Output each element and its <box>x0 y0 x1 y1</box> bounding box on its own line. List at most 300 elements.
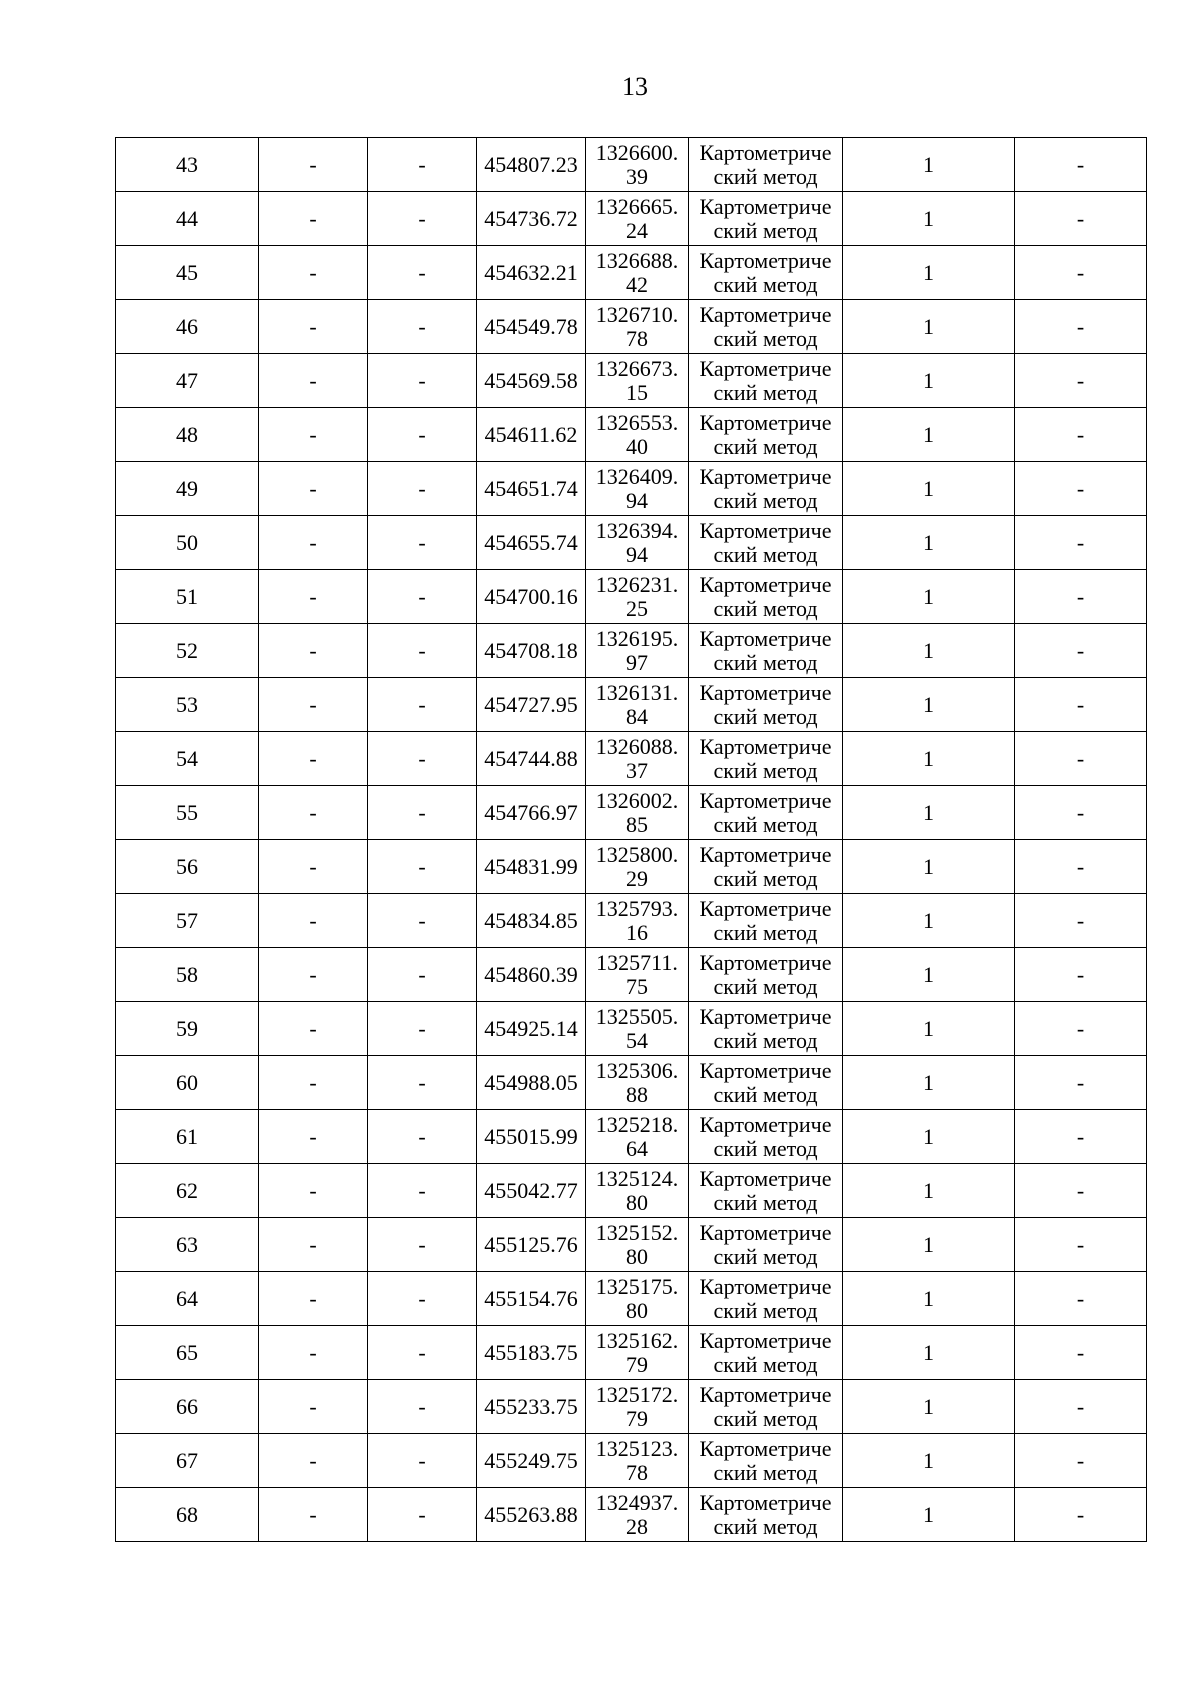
method-part-1: Картометриче <box>699 625 832 651</box>
y-coordinate-part-1: 1326688. <box>595 247 679 273</box>
table-row <box>116 1488 1147 1542</box>
method-part-2: ский метод <box>713 325 818 351</box>
y-coordinate-part-2: 39 <box>626 163 648 189</box>
dash-cell: - <box>368 1434 477 1488</box>
point-number-cell: 51 <box>116 570 259 624</box>
method-part-1: Картометриче <box>699 1489 832 1515</box>
y-coordinate-part-1: 1325124. <box>595 1165 679 1191</box>
point-number-cell: 68 <box>116 1488 259 1542</box>
y-coordinate-part-2: 64 <box>626 1135 648 1161</box>
note-cell: - <box>1015 732 1147 786</box>
y-coordinate-part-1: 1326131. <box>595 679 679 705</box>
point-number-cell: 60 <box>116 1056 259 1110</box>
x-coordinate-cell: 454611.62 <box>477 408 586 462</box>
accuracy-cell: 1 <box>843 786 1015 840</box>
method-cell <box>689 624 843 678</box>
y-coordinate-part-2: 80 <box>626 1243 648 1269</box>
note-cell: - <box>1015 1272 1147 1326</box>
method-cell <box>689 1110 843 1164</box>
y-coordinate-cell <box>586 840 689 894</box>
method-part-1: Картометриче <box>699 679 832 705</box>
method-cell <box>689 1434 843 1488</box>
method-part-1: Картометриче <box>699 1219 832 1245</box>
y-coordinate-part-2: 79 <box>626 1405 648 1431</box>
note-cell: - <box>1015 408 1147 462</box>
point-number-cell: 53 <box>116 678 259 732</box>
method-part-1: Картометриче <box>699 355 832 381</box>
y-coordinate-part-1: 1325172. <box>595 1381 679 1407</box>
accuracy-cell: 1 <box>843 624 1015 678</box>
method-part-2: ский метод <box>713 1243 818 1269</box>
y-coordinate-part-2: 97 <box>626 649 648 675</box>
method-part-1: Картометриче <box>699 193 832 219</box>
table-row <box>116 408 1147 462</box>
method-part-1: Картометриче <box>699 1165 832 1191</box>
accuracy-cell: 1 <box>843 1002 1015 1056</box>
method-part-1: Картометриче <box>699 733 832 759</box>
table-row <box>116 786 1147 840</box>
point-number-cell: 44 <box>116 192 259 246</box>
y-coordinate-part-1: 1326231. <box>595 571 679 597</box>
method-part-2: ский метод <box>713 1135 818 1161</box>
x-coordinate-cell: 455249.75 <box>477 1434 586 1488</box>
y-coordinate-cell <box>586 570 689 624</box>
dash-cell: - <box>259 786 368 840</box>
method-cell <box>689 1056 843 1110</box>
method-part-1: Картометриче <box>699 247 832 273</box>
point-number-cell: 64 <box>116 1272 259 1326</box>
dash-cell: - <box>259 570 368 624</box>
y-coordinate-cell <box>586 894 689 948</box>
x-coordinate-cell: 454766.97 <box>477 786 586 840</box>
method-part-1: Картометриче <box>699 517 832 543</box>
x-coordinate-cell: 454860.39 <box>477 948 586 1002</box>
note-cell: - <box>1015 1218 1147 1272</box>
method-part-1: Картометриче <box>699 1273 832 1299</box>
page-number: 13 <box>622 72 648 101</box>
y-coordinate-part-1: 1325711. <box>596 949 678 975</box>
point-number-cell: 66 <box>116 1380 259 1434</box>
method-part-2: ский метод <box>713 379 818 405</box>
method-cell <box>689 1326 843 1380</box>
dash-cell: - <box>259 1272 368 1326</box>
y-coordinate-part-2: 94 <box>626 541 648 567</box>
note-cell: - <box>1015 1380 1147 1434</box>
y-coordinate-part-2: 25 <box>626 595 648 621</box>
method-part-2: ский метод <box>713 1351 818 1377</box>
dash-cell: - <box>259 462 368 516</box>
y-coordinate-part-2: 54 <box>626 1027 648 1053</box>
y-coordinate-cell <box>586 1272 689 1326</box>
x-coordinate-cell: 454736.72 <box>477 192 586 246</box>
dash-cell: - <box>259 1326 368 1380</box>
point-number-cell: 63 <box>116 1218 259 1272</box>
method-part-2: ский метод <box>713 865 818 891</box>
method-part-2: ский метод <box>713 1027 818 1053</box>
method-part-1: Картометриче <box>699 1435 832 1461</box>
y-coordinate-cell <box>586 300 689 354</box>
table-row <box>116 1056 1147 1110</box>
method-part-1: Картометриче <box>699 409 832 435</box>
y-coordinate-cell <box>586 1164 689 1218</box>
table-row <box>116 462 1147 516</box>
table-row <box>116 1434 1147 1488</box>
method-part-2: ский метод <box>713 1405 818 1431</box>
table-row <box>116 1110 1147 1164</box>
x-coordinate-cell: 455042.77 <box>477 1164 586 1218</box>
accuracy-cell: 1 <box>843 300 1015 354</box>
method-part-1: Картометриче <box>699 1003 832 1029</box>
method-cell <box>689 246 843 300</box>
y-coordinate-part-1: 1326673. <box>595 355 679 381</box>
table-row <box>116 246 1147 300</box>
accuracy-cell: 1 <box>843 840 1015 894</box>
method-part-1: Картометриче <box>699 895 832 921</box>
y-coordinate-part-2: 24 <box>626 217 648 243</box>
y-coordinate-part-2: 15 <box>626 379 648 405</box>
table-row <box>116 624 1147 678</box>
point-number-cell: 61 <box>116 1110 259 1164</box>
y-coordinate-part-2: 16 <box>626 919 648 945</box>
note-cell: - <box>1015 192 1147 246</box>
y-coordinate-part-1: 1325793. <box>595 895 679 921</box>
dash-cell: - <box>368 1272 477 1326</box>
x-coordinate-cell: 455125.76 <box>477 1218 586 1272</box>
dash-cell: - <box>259 1434 368 1488</box>
y-coordinate-part-1: 1325306. <box>595 1057 679 1083</box>
method-cell <box>689 354 843 408</box>
accuracy-cell: 1 <box>843 408 1015 462</box>
dash-cell: - <box>259 192 368 246</box>
table-row <box>116 732 1147 786</box>
y-coordinate-part-1: 1326002. <box>595 787 679 813</box>
accuracy-cell: 1 <box>843 948 1015 1002</box>
method-cell <box>689 192 843 246</box>
method-part-2: ский метод <box>713 433 818 459</box>
method-cell <box>689 786 843 840</box>
method-part-1: Картометриче <box>699 1057 832 1083</box>
method-part-2: ский метод <box>713 757 818 783</box>
method-part-2: ский метод <box>713 163 818 189</box>
dash-cell: - <box>259 624 368 678</box>
y-coordinate-cell <box>586 1110 689 1164</box>
x-coordinate-cell: 454651.74 <box>477 462 586 516</box>
dash-cell: - <box>259 1488 368 1542</box>
dash-cell: - <box>368 1164 477 1218</box>
accuracy-cell: 1 <box>843 516 1015 570</box>
point-number-cell: 67 <box>116 1434 259 1488</box>
note-cell: - <box>1015 840 1147 894</box>
method-part-1: Картометриче <box>699 787 832 813</box>
dash-cell: - <box>368 948 477 1002</box>
point-number-cell: 65 <box>116 1326 259 1380</box>
dash-cell: - <box>259 1110 368 1164</box>
method-part-2: ский метод <box>713 595 818 621</box>
note-cell: - <box>1015 1326 1147 1380</box>
accuracy-cell: 1 <box>843 570 1015 624</box>
method-part-1: Картометриче <box>699 949 832 975</box>
y-coordinate-cell <box>586 786 689 840</box>
y-coordinate-cell <box>586 948 689 1002</box>
point-number-cell: 46 <box>116 300 259 354</box>
point-number-cell: 55 <box>116 786 259 840</box>
method-part-2: ский метод <box>713 649 818 675</box>
note-cell: - <box>1015 462 1147 516</box>
dash-cell: - <box>259 1056 368 1110</box>
coordinates-table <box>115 137 1147 1542</box>
point-number-cell: 57 <box>116 894 259 948</box>
note-cell: - <box>1015 516 1147 570</box>
note-cell: - <box>1015 1164 1147 1218</box>
dash-cell: - <box>368 1488 477 1542</box>
y-coordinate-part-2: 80 <box>626 1297 648 1323</box>
x-coordinate-cell: 454549.78 <box>477 300 586 354</box>
y-coordinate-part-2: 29 <box>626 865 648 891</box>
y-coordinate-cell <box>586 408 689 462</box>
table-row <box>116 1380 1147 1434</box>
method-part-2: ский метод <box>713 973 818 999</box>
accuracy-cell: 1 <box>843 1110 1015 1164</box>
dash-cell: - <box>259 948 368 1002</box>
dash-cell: - <box>368 354 477 408</box>
method-cell <box>689 1488 843 1542</box>
accuracy-cell: 1 <box>843 1272 1015 1326</box>
y-coordinate-part-2: 28 <box>626 1513 648 1539</box>
y-coordinate-part-2: 78 <box>626 1459 648 1485</box>
dash-cell: - <box>259 732 368 786</box>
accuracy-cell: 1 <box>843 732 1015 786</box>
y-coordinate-part-2: 79 <box>626 1351 648 1377</box>
x-coordinate-cell: 455263.88 <box>477 1488 586 1542</box>
dash-cell: - <box>368 462 477 516</box>
note-cell: - <box>1015 1110 1147 1164</box>
x-coordinate-cell: 454834.85 <box>477 894 586 948</box>
dash-cell: - <box>368 192 477 246</box>
method-cell <box>689 1002 843 1056</box>
method-cell <box>689 840 843 894</box>
dash-cell: - <box>368 300 477 354</box>
method-part-1: Картометриче <box>699 1381 832 1407</box>
y-coordinate-part-2: 40 <box>626 433 648 459</box>
method-part-2: ский метод <box>713 919 818 945</box>
method-part-1: Картометриче <box>699 463 832 489</box>
point-number-cell: 50 <box>116 516 259 570</box>
y-coordinate-part-1: 1326088. <box>595 733 679 759</box>
x-coordinate-cell: 454988.05 <box>477 1056 586 1110</box>
method-part-2: ский метод <box>713 271 818 297</box>
method-part-1: Картометриче <box>699 139 832 165</box>
x-coordinate-cell: 454569.58 <box>477 354 586 408</box>
table-row <box>116 1164 1147 1218</box>
y-coordinate-part-1: 1326600. <box>595 139 679 165</box>
y-coordinate-part-1: 1325123. <box>595 1435 679 1461</box>
x-coordinate-cell: 454708.18 <box>477 624 586 678</box>
accuracy-cell: 1 <box>843 1326 1015 1380</box>
y-coordinate-cell <box>586 192 689 246</box>
y-coordinate-part-1: 1326409. <box>595 463 679 489</box>
dash-cell: - <box>368 408 477 462</box>
point-number-cell: 54 <box>116 732 259 786</box>
x-coordinate-cell: 455233.75 <box>477 1380 586 1434</box>
y-coordinate-part-2: 94 <box>626 487 648 513</box>
note-cell: - <box>1015 678 1147 732</box>
y-coordinate-part-2: 37 <box>626 757 648 783</box>
dash-cell: - <box>259 1002 368 1056</box>
y-coordinate-cell <box>586 732 689 786</box>
accuracy-cell: 1 <box>843 246 1015 300</box>
method-part-2: ский метод <box>713 1189 818 1215</box>
x-coordinate-cell: 455015.99 <box>477 1110 586 1164</box>
accuracy-cell: 1 <box>843 1218 1015 1272</box>
y-coordinate-part-1: 1326553. <box>595 409 679 435</box>
y-coordinate-part-1: 1326195. <box>595 625 679 651</box>
y-coordinate-cell <box>586 1326 689 1380</box>
point-number-cell: 62 <box>116 1164 259 1218</box>
y-coordinate-cell <box>586 1488 689 1542</box>
method-cell <box>689 732 843 786</box>
table-row <box>116 894 1147 948</box>
dash-cell: - <box>368 1110 477 1164</box>
table-row <box>116 1272 1147 1326</box>
x-coordinate-cell: 454831.99 <box>477 840 586 894</box>
dash-cell: - <box>368 138 477 192</box>
accuracy-cell: 1 <box>843 192 1015 246</box>
point-number-cell: 48 <box>116 408 259 462</box>
y-coordinate-part-2: 75 <box>626 973 648 999</box>
y-coordinate-part-2: 78 <box>626 325 648 351</box>
y-coordinate-part-1: 1325175. <box>595 1273 679 1299</box>
dash-cell: - <box>368 1326 477 1380</box>
note-cell: - <box>1015 786 1147 840</box>
point-number-cell: 45 <box>116 246 259 300</box>
method-part-2: ский метод <box>713 217 818 243</box>
dash-cell: - <box>259 246 368 300</box>
x-coordinate-cell: 454655.74 <box>477 516 586 570</box>
accuracy-cell: 1 <box>843 1434 1015 1488</box>
y-coordinate-cell <box>586 462 689 516</box>
dash-cell: - <box>368 570 477 624</box>
method-part-2: ский метод <box>713 487 818 513</box>
y-coordinate-part-1: 1325800. <box>595 841 679 867</box>
accuracy-cell: 1 <box>843 1056 1015 1110</box>
y-coordinate-part-1: 1325505. <box>595 1003 679 1029</box>
accuracy-cell: 1 <box>843 462 1015 516</box>
point-number-cell: 47 <box>116 354 259 408</box>
point-number-cell: 52 <box>116 624 259 678</box>
method-part-1: Картометриче <box>699 841 832 867</box>
method-part-1: Картометриче <box>699 1111 832 1137</box>
method-cell <box>689 138 843 192</box>
table-body <box>116 138 1147 1542</box>
method-part-2: ский метод <box>713 811 818 837</box>
method-part-1: Картометриче <box>699 301 832 327</box>
note-cell: - <box>1015 138 1147 192</box>
dash-cell: - <box>368 840 477 894</box>
method-part-2: ский метод <box>713 541 818 567</box>
method-cell <box>689 948 843 1002</box>
dash-cell: - <box>368 1002 477 1056</box>
dash-cell: - <box>259 354 368 408</box>
table-row <box>116 138 1147 192</box>
y-coordinate-cell <box>586 246 689 300</box>
y-coordinate-cell <box>586 624 689 678</box>
y-coordinate-part-1: 1325218. <box>595 1111 679 1137</box>
accuracy-cell: 1 <box>843 894 1015 948</box>
y-coordinate-part-2: 84 <box>626 703 648 729</box>
y-coordinate-part-1: 1324937. <box>595 1489 679 1515</box>
note-cell: - <box>1015 894 1147 948</box>
accuracy-cell: 1 <box>843 1164 1015 1218</box>
table-row <box>116 192 1147 246</box>
x-coordinate-cell: 454727.95 <box>477 678 586 732</box>
dash-cell: - <box>368 894 477 948</box>
accuracy-cell: 1 <box>843 138 1015 192</box>
x-coordinate-cell: 454744.88 <box>477 732 586 786</box>
method-cell <box>689 1164 843 1218</box>
note-cell: - <box>1015 300 1147 354</box>
dash-cell: - <box>259 678 368 732</box>
note-cell: - <box>1015 354 1147 408</box>
y-coordinate-cell <box>586 678 689 732</box>
method-part-2: ский метод <box>713 1459 818 1485</box>
method-part-1: Картометриче <box>699 571 832 597</box>
y-coordinate-cell <box>586 516 689 570</box>
y-coordinate-cell <box>586 138 689 192</box>
table-row <box>116 840 1147 894</box>
table-row <box>116 354 1147 408</box>
dash-cell: - <box>368 732 477 786</box>
method-cell <box>689 1380 843 1434</box>
y-coordinate-part-2: 88 <box>626 1081 648 1107</box>
note-cell: - <box>1015 624 1147 678</box>
method-cell <box>689 678 843 732</box>
point-number-cell: 58 <box>116 948 259 1002</box>
y-coordinate-part-1: 1326394. <box>595 517 679 543</box>
dash-cell: - <box>368 1056 477 1110</box>
x-coordinate-cell: 454925.14 <box>477 1002 586 1056</box>
note-cell: - <box>1015 1002 1147 1056</box>
x-coordinate-cell: 454807.23 <box>477 138 586 192</box>
method-cell <box>689 516 843 570</box>
y-coordinate-part-1: 1325152. <box>595 1219 679 1245</box>
note-cell: - <box>1015 246 1147 300</box>
dash-cell: - <box>368 1380 477 1434</box>
point-number-cell: 59 <box>116 1002 259 1056</box>
accuracy-cell: 1 <box>843 1380 1015 1434</box>
y-coordinate-cell <box>586 1056 689 1110</box>
table-row <box>116 516 1147 570</box>
x-coordinate-cell: 455183.75 <box>477 1326 586 1380</box>
method-cell <box>689 408 843 462</box>
dash-cell: - <box>259 138 368 192</box>
dash-cell: - <box>368 678 477 732</box>
accuracy-cell: 1 <box>843 1488 1015 1542</box>
y-coordinate-cell <box>586 1434 689 1488</box>
method-part-2: ский метод <box>713 1297 818 1323</box>
x-coordinate-cell: 454632.21 <box>477 246 586 300</box>
method-part-2: ский метод <box>713 1513 818 1539</box>
method-part-2: ский метод <box>713 1081 818 1107</box>
y-coordinate-part-1: 1326710. <box>595 301 679 327</box>
dash-cell: - <box>259 516 368 570</box>
dash-cell: - <box>368 624 477 678</box>
table-row <box>116 678 1147 732</box>
dash-cell: - <box>368 786 477 840</box>
point-number-cell: 49 <box>116 462 259 516</box>
table-row <box>116 1326 1147 1380</box>
note-cell: - <box>1015 1488 1147 1542</box>
method-cell <box>689 300 843 354</box>
